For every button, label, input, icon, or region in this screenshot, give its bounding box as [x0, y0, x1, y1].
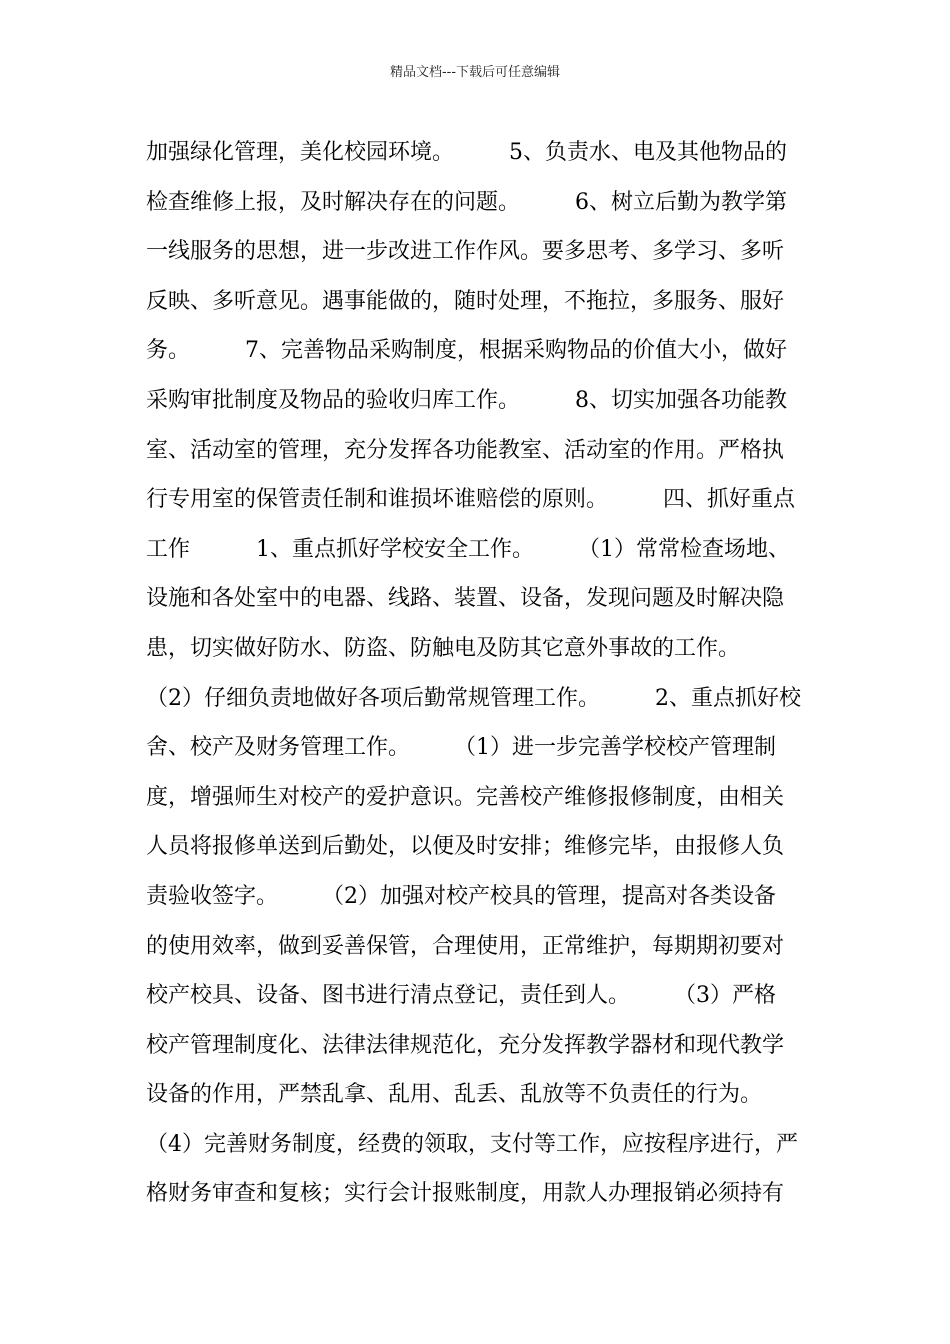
text-line: 设备的作用，严禁乱拿、乱用、乱丢、乱放等不负责任的行为。 — [146, 1082, 763, 1108]
text-line: 一线服务的思想，进一步改进工作作风。要多思考、多学习、多听 — [146, 239, 785, 265]
text-line: 行专用室的保管责任制和谁损坏谁赔偿的原则。 四、抓好重点 — [146, 487, 796, 513]
text-line: （4）完善财务制度，经费的领取，支付等工作，应按程序进行，严 — [146, 1131, 798, 1157]
text-line: 患，切实做好防水、防盗、防触电及防其它意外事故的工作。 — [146, 635, 741, 661]
text-line: 务。 7、完善物品采购制度，根据采购物品的价值大小，做好 — [146, 338, 787, 364]
text-line: 格财务审查和复核；实行会计报账制度，用款人办理报销必须持有 — [146, 1181, 785, 1207]
text-line: 加强绿化管理，美化校园环境。 5、负责水、电及其他物品的 — [146, 140, 787, 165]
text-line: 人员将报修单送到后勤处，以便及时安排；维修完毕，由报修人负 — [146, 834, 785, 860]
text-line: （2）仔细负责地做好各项后勤常规管理工作。 2、重点抓好校 — [146, 685, 801, 711]
text-line: 室、活动室的管理，充分发挥各功能教室、活动室的作用。严格执 — [146, 437, 785, 463]
text-line: 舍、校产及财务管理工作。 （1）进一步完善学校校产管理制 — [146, 735, 776, 761]
text-line: 设施和各处室中的电器、线路、装置、设备，发现问题及时解决隐 — [146, 586, 785, 612]
body-text — [146, 128, 808, 1219]
text-line: 采购审批制度及物品的验收归库工作。 8、切实加强各功能教 — [146, 387, 787, 413]
page-header: 精品文档---下载后可任意编辑 — [389, 65, 561, 80]
text-line: 度，增强师生对校产的爱护意识。完善校产维修报修制度，由相关 — [146, 784, 785, 810]
text-line: 责验收签字。 （2）加强对校产校具的管理，提高对各类设备 — [146, 883, 776, 909]
text-line: 校产管理制度化、法律法律规范化，充分发挥教学器材和现代教学 — [146, 1032, 785, 1058]
text-line: 工作 1、重点抓好学校安全工作。 （1）常常检查场地、 — [146, 536, 790, 562]
text-line: 反映、多听意见。遇事能做的，随时处理，不拖拉，多服务、服好 — [146, 288, 785, 314]
text-line: 的使用效率，做到妥善保管，合理使用，正常维护，每期期初要对 — [146, 933, 785, 959]
text-line: 校产校具、设备、图书进行清点登记，责任到人。 （3）严格 — [146, 983, 776, 1009]
text-line: 检查维修上报，及时解决存在的问题。 6、树立后勤为教学第 — [146, 189, 787, 215]
